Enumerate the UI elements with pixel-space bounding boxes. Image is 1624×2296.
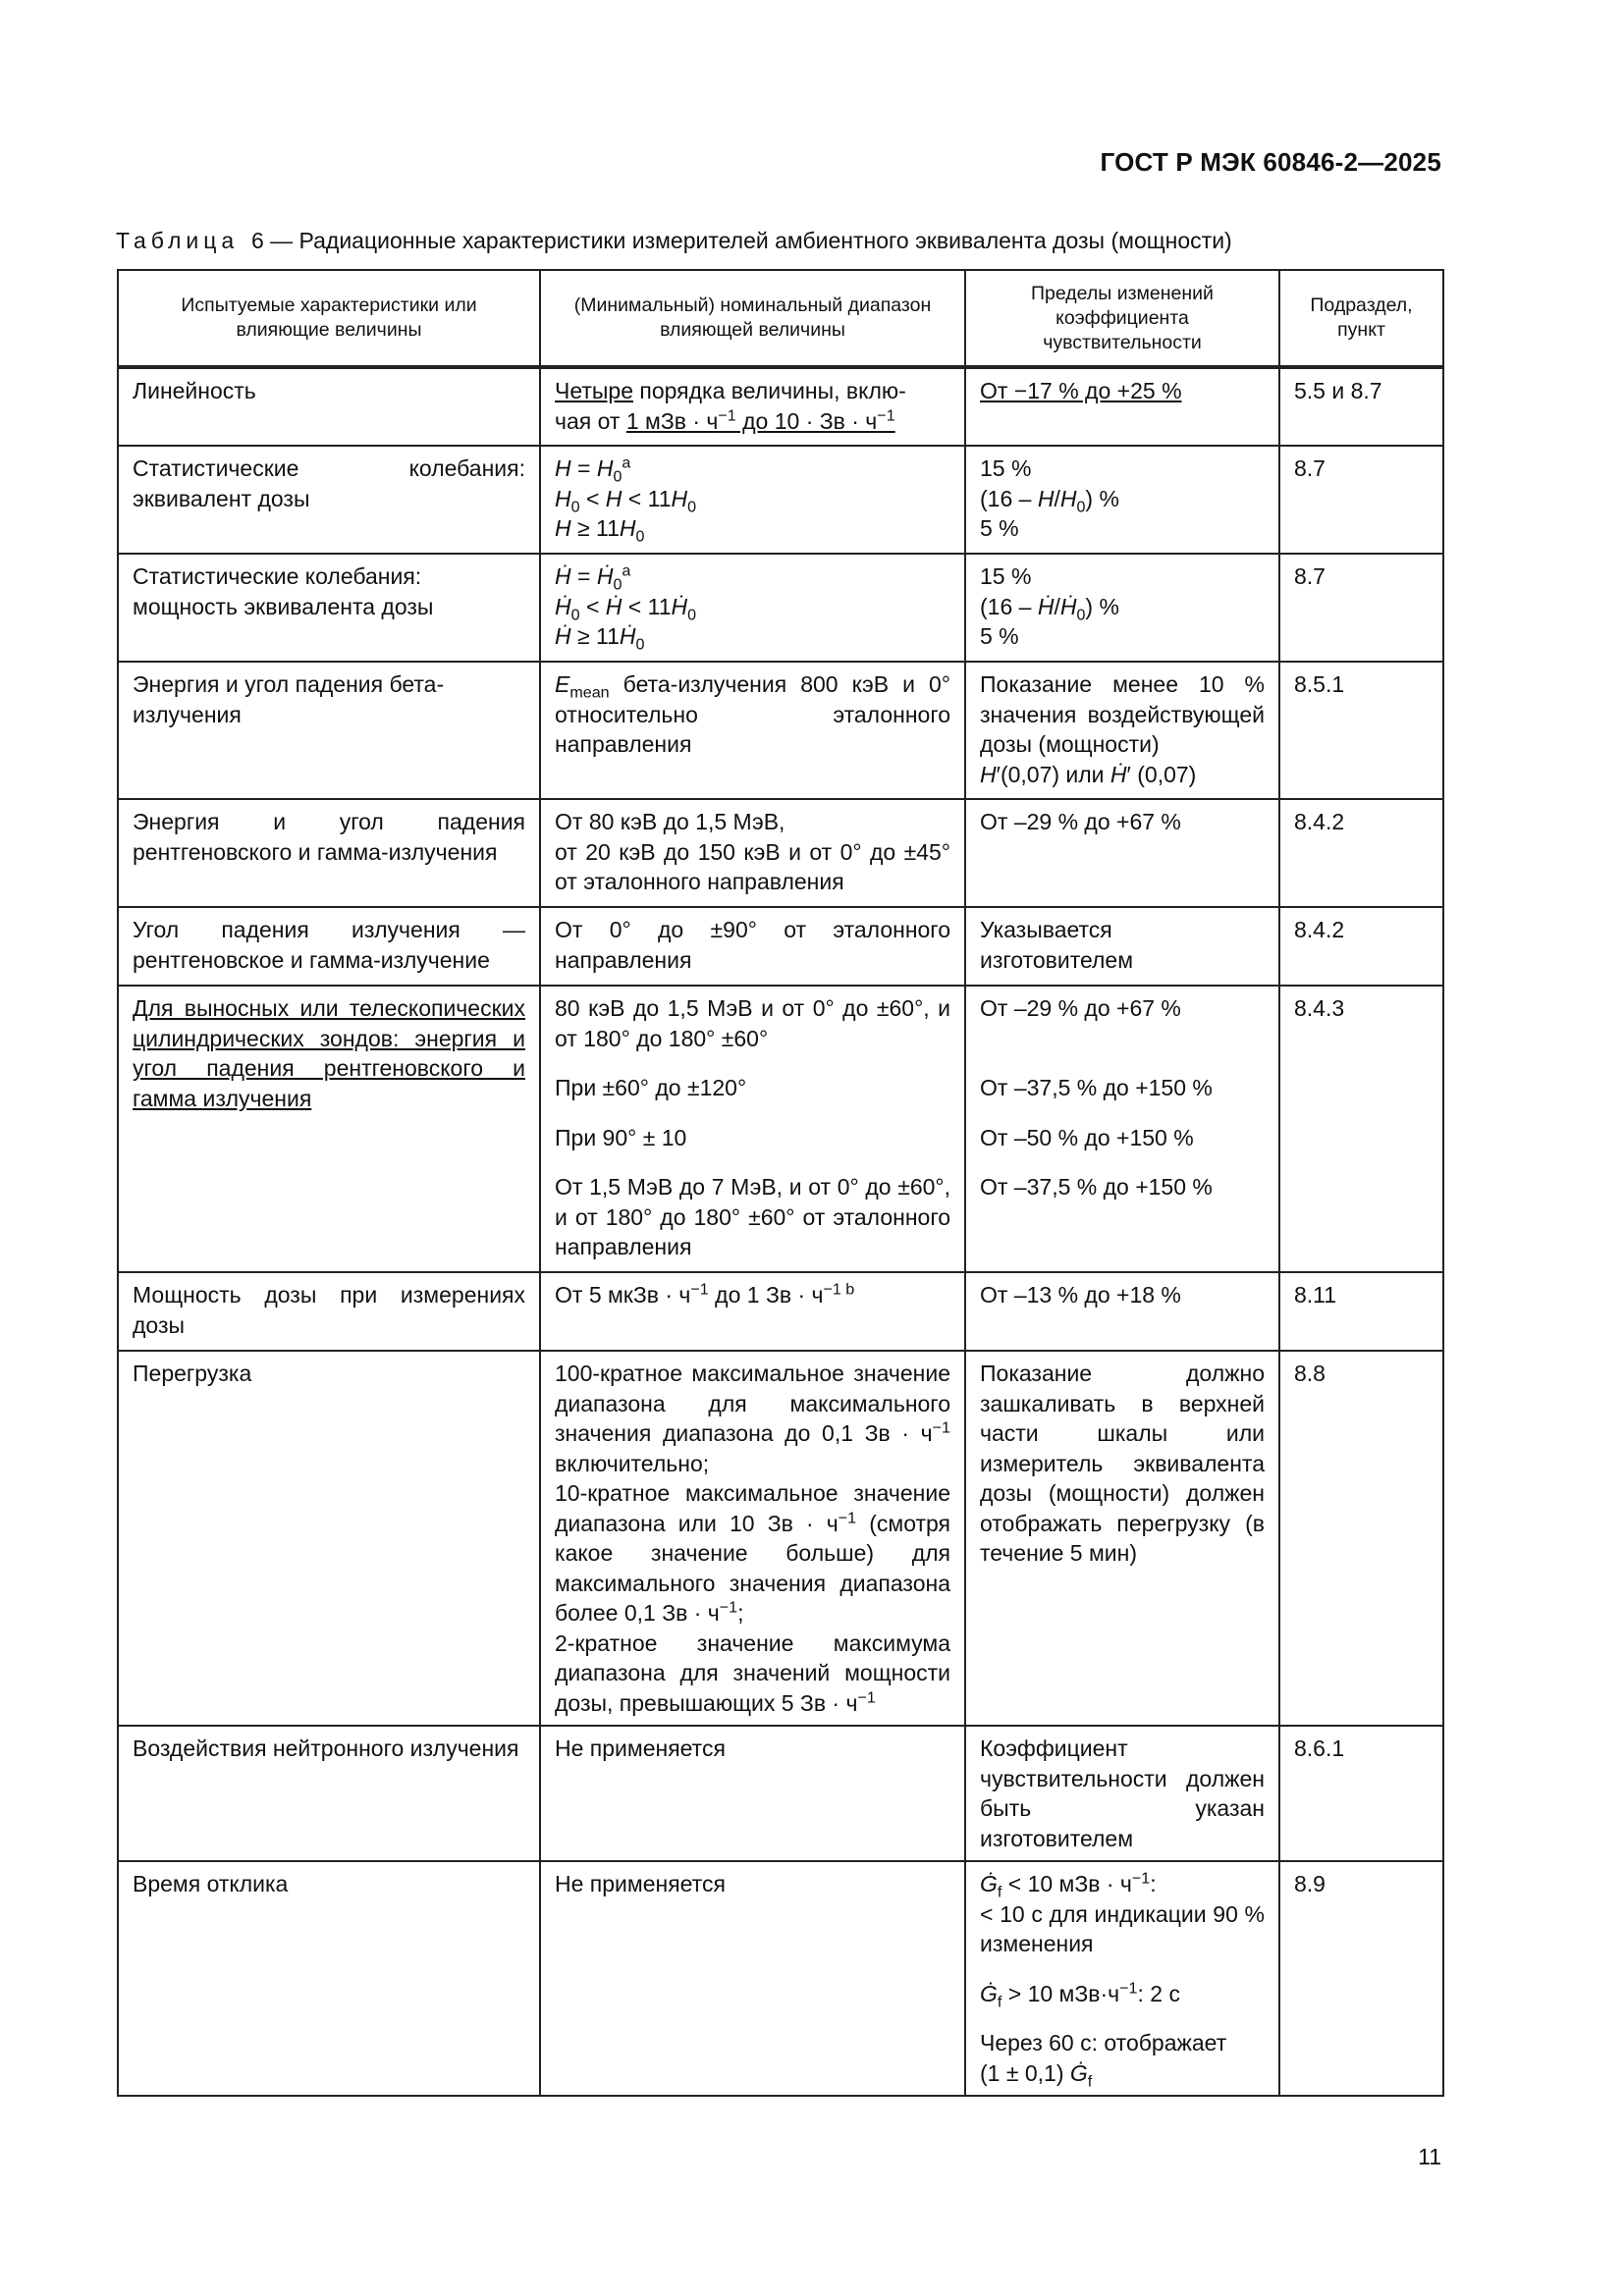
document-standard-header: ГОСТ Р МЭК 60846-2—2025 xyxy=(1100,147,1441,177)
range-text: бета-излучения 800 кэВ и 0° относительно эталонного направления xyxy=(555,671,950,757)
range-text: От 80 кэВ до 1,5 МэВ, xyxy=(555,809,785,834)
row-range: От 0° до ±90° от эталонного направления xyxy=(540,907,965,986)
header-clause: Подраздел, пункт xyxy=(1279,270,1443,367)
limit-value: 15 % xyxy=(980,455,1032,481)
table-row xyxy=(118,907,1443,986)
range-formula: Ḣ$_0$ < Ḣ < 11Ḣ$_0$ xyxy=(555,593,697,624)
limit-value: 5 % xyxy=(980,515,1019,541)
range-text: От 1,5 МэВ до 7 МэВ, и от 0° до ±60°, и от 180° до 180° ±60° от эталонного направления xyxy=(555,1174,950,1259)
row-characteristic: Воздействия нейтронного излучения xyxy=(118,1726,540,1861)
row-clause: 8.4.3 xyxy=(1279,986,1443,1272)
range-underlined-text: 1 мЗв · $ч^{-1}$ до 10 · Зв · $ч^{-1}$ xyxy=(625,405,895,434)
row-limits xyxy=(965,986,1279,1272)
range-text: порядка величины, вклю- xyxy=(633,378,906,403)
range-text: От 5 мкЗв · ч xyxy=(555,1282,691,1308)
range-formula: $H = H_0^a$ xyxy=(555,454,631,486)
row-limits: От –13 % до +18 % xyxy=(965,1272,1279,1351)
range-unit: до 10 · Зв · ч xyxy=(735,407,878,434)
row-range: От 5 мкЗв · $ч^{-1}$ до 1 Зв · $ч^{-1 b}$ xyxy=(540,1272,965,1351)
limit-value: От –29 % до +67 % xyxy=(980,995,1181,1021)
row-clause: 8.9 xyxy=(1279,1861,1443,2096)
table-header-row xyxy=(118,270,1443,367)
limit-text: Через 60 с: отображает xyxy=(980,2030,1227,2056)
row-characteristic: Энергия и угол падения бета-излучения xyxy=(118,662,540,799)
row-range: 100-кратное максимальное значение диапазона для максимального значения диапазона до 0,1 Зв · $ч^{-1}$ включительно; 10-кратное максимальное значение диапазона или 10 Зв · $ч^{-1}$ (смотря какое значение больше) для максимального значения диапазона более 0,1 Зв · $ч^{-1}$; 2-кратное значение максимума диапазона для значений мощности дозы, превышающих 5 Зв · $ч^{-1}$ xyxy=(540,1351,965,1726)
row-limits xyxy=(965,554,1279,662)
row-range: Не применяется xyxy=(540,1861,965,2096)
limit-formula: H′(0,07) или Ḣ′ (0,07) xyxy=(980,761,1197,787)
row-characteristic: Угол падения излучения — рентгеновское и гамма-излучение xyxy=(118,907,540,986)
range-text: до 1 Зв · ч xyxy=(708,1282,824,1308)
limit-formula: $Ġ_f < 10$ мЗв · $ч^{-1}$: xyxy=(980,1869,1157,1901)
table-row xyxy=(118,1272,1443,1351)
row-clause: 5.5 и 8.7 xyxy=(1279,367,1443,446)
row-range xyxy=(540,799,965,907)
range-formula: Ḣ ≥ 11Ḣ$_0$ xyxy=(555,623,645,654)
row-clause: 8.11 xyxy=(1279,1272,1443,1351)
range-text: от 20 кэВ до 150 кэВ и от 0° до ±45° от эталонного направления xyxy=(555,838,950,894)
table-row xyxy=(118,1351,1443,1726)
row-range xyxy=(540,367,965,446)
row-characteristic xyxy=(118,986,540,1272)
row-range xyxy=(540,446,965,554)
row-characteristic: Статистические колебания: эквивалент дозы xyxy=(118,446,540,554)
row-clause: 8.5.1 xyxy=(1279,662,1443,799)
range-text: При ±60° до ±120° xyxy=(555,1075,747,1100)
row-range xyxy=(540,986,965,1272)
row-limits: Коэффициент чувствительности должен быть указан изготовителем xyxy=(965,1726,1279,1861)
range-unit: 1 мЗв · ч xyxy=(625,407,719,434)
row-characteristic: Перегрузка xyxy=(118,1351,540,1726)
limit-value: От –37,5 % до +150 % xyxy=(980,1075,1213,1100)
limit-value: От –50 % до +150 % xyxy=(980,1124,1194,1150)
limit-value: 5 % xyxy=(980,623,1019,649)
row-clause: 8.4.2 xyxy=(1279,799,1443,907)
table-row xyxy=(118,799,1443,907)
table-row xyxy=(118,367,1443,446)
row-limits xyxy=(965,662,1279,799)
row-range xyxy=(540,554,965,662)
header-characteristic: Испытуемые характеристики или влияющие величины xyxy=(118,270,540,367)
range-underlined-text: Четыре xyxy=(555,378,634,403)
range-formula: Ḣ = Ḣ$_0^a$ xyxy=(555,561,631,594)
range-text: чая от xyxy=(555,407,626,434)
row-limits xyxy=(965,367,1279,446)
table-caption xyxy=(116,228,1451,254)
caption-title: — Радиационные характеристики измерителей амбиентного эквивалента дозы (мощности) xyxy=(270,228,1232,253)
characteristic-underlined-text: Для выносных или телескопических цилиндрических зондов: энергия и угол падения рентгеновского и гамма излучения xyxy=(133,995,525,1111)
row-characteristic: Энергия и угол падения рентгеновского и гамма-излучения xyxy=(118,799,540,907)
row-range: $E_{mean}$ бета-излучения 800 кэВ и 0° относительно эталонного направления xyxy=(540,662,965,799)
limit-formula: $Ġ_f > 10$ $мЗв\cdot ч^{-1}$: 2 с xyxy=(980,1978,1180,2011)
table-row xyxy=(118,662,1443,799)
header-limits: Пределы изменений коэффициента чувствительности xyxy=(965,270,1279,367)
row-limits xyxy=(965,446,1279,554)
header-range: (Минимальный) номинальный диапазон влияющей величины xyxy=(540,270,965,367)
row-characteristic: Статистические колебания: мощность эквивалента дозы xyxy=(118,554,540,662)
row-range: Не применяется xyxy=(540,1726,965,1861)
row-limits xyxy=(965,1861,1279,2096)
table-row xyxy=(118,1861,1443,2096)
table-row xyxy=(118,554,1443,662)
limit-formula: (16 – Ḣ/Ḣ$_0$) % xyxy=(980,593,1119,624)
limit-value: От –37,5 % до +150 % xyxy=(980,1174,1213,1200)
range-formula: $H \ge 11H_0$ xyxy=(555,515,645,546)
row-clause: 8.7 xyxy=(1279,554,1443,662)
radiation-characteristics-table xyxy=(117,269,1444,2097)
row-clause: 8.7 xyxy=(1279,446,1443,554)
row-characteristic: Мощность дозы при измерениях дозы xyxy=(118,1272,540,1351)
table-row xyxy=(118,986,1443,1272)
limit-formula: $(16 - H/H_0)$ % xyxy=(980,485,1119,516)
page-number: 11 xyxy=(1418,2144,1441,2169)
limits-underlined-text: От −17 % до +25 % xyxy=(980,378,1182,403)
row-limits: Указывается изготовителем xyxy=(965,907,1279,986)
row-clause: 8.6.1 xyxy=(1279,1726,1443,1861)
row-limits: Показание должно зашкаливать в верхней части шкалы или измеритель эквивалента дозы (мощности) должен отображать перегрузку (в течение 5 мин) xyxy=(965,1351,1279,1726)
limit-text: Показание менее 10 % значения воздействующей дозы (мощности) xyxy=(980,671,1265,757)
limit-value: 15 % xyxy=(980,563,1032,589)
range-text: 80 кэВ до 1,5 МэВ и от 0° до ±60°, и от 180° до 180° ±60° xyxy=(555,995,950,1051)
row-characteristic: Линейность xyxy=(118,367,540,446)
caption-label: Таблица xyxy=(116,228,240,253)
caption-number: 6 xyxy=(250,228,264,253)
row-limits: От –29 % до +67 % xyxy=(965,799,1279,907)
limit-formula: (1 ± 0,1) $Ġ_f$ xyxy=(980,2059,1093,2091)
table-row xyxy=(118,446,1443,554)
limit-text: < 10 с для индикации 90 % изменения xyxy=(980,1900,1265,1956)
range-formula: $H_0 < H < 11H_0$ xyxy=(555,485,697,516)
table-row xyxy=(118,1726,1443,1861)
row-clause: 8.4.2 xyxy=(1279,907,1443,986)
row-clause: 8.8 xyxy=(1279,1351,1443,1726)
row-characteristic: Время отклика xyxy=(118,1861,540,2096)
range-text: При 90° ± 10 xyxy=(555,1124,687,1150)
